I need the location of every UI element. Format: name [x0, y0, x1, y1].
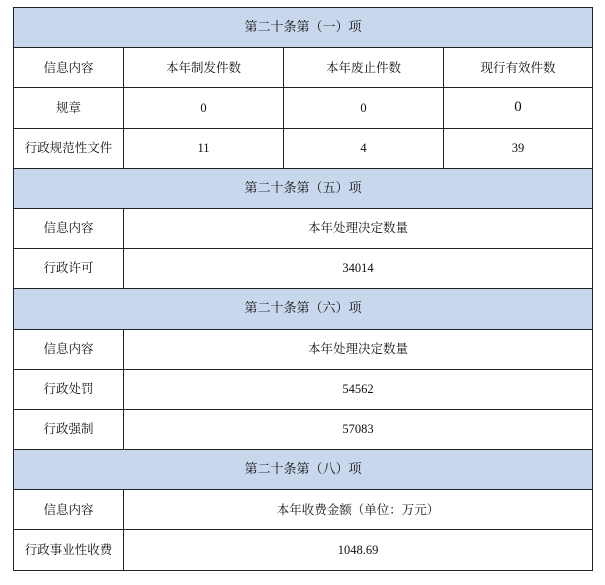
- row-label: 行政许可: [14, 249, 124, 289]
- table-row: [14, 88, 593, 128]
- column-header: 现行有效件数: [444, 48, 593, 88]
- column-header: 信息内容: [14, 490, 124, 530]
- column-header: 本年处理决定数量: [124, 208, 593, 248]
- table-row: [14, 249, 593, 289]
- row-label: 行政规范性文件: [14, 128, 124, 168]
- table-row: [14, 369, 593, 409]
- table-row: [14, 409, 593, 449]
- row-label: 行政强制: [14, 409, 124, 449]
- column-header: 信息内容: [14, 48, 124, 88]
- table-cell: 54562: [124, 369, 593, 409]
- table-cell: 1048.69: [124, 530, 593, 570]
- disclosure-table: [13, 7, 593, 571]
- section-title: 第二十条第（八）项: [14, 450, 593, 490]
- table-cell: 0: [284, 88, 444, 128]
- column-header-row: [14, 329, 593, 369]
- column-header: 本年处理决定数量: [124, 329, 593, 369]
- column-header-row: [14, 490, 593, 530]
- table-cell: 57083: [124, 409, 593, 449]
- column-header: 本年废止件数: [284, 48, 444, 88]
- section-title: 第二十条第（一）项: [14, 8, 593, 48]
- table-cell: 0: [124, 88, 284, 128]
- table-cell: 11: [124, 128, 284, 168]
- section-header-8: [14, 450, 593, 490]
- row-label: 行政事业性收费: [14, 530, 124, 570]
- table-cell: 34014: [124, 249, 593, 289]
- column-header-row: [14, 208, 593, 248]
- column-header-row: [14, 48, 593, 88]
- table-cell: 0: [444, 88, 593, 128]
- section-header-5: [14, 168, 593, 208]
- table-row: [14, 128, 593, 168]
- section-title: 第二十条第（六）项: [14, 289, 593, 329]
- section-header-6: [14, 289, 593, 329]
- column-header: 本年收费金额（单位：万元）: [124, 490, 593, 530]
- table-cell: 4: [284, 128, 444, 168]
- table-cell: 39: [444, 128, 593, 168]
- table-row: [14, 530, 593, 570]
- section-title: 第二十条第（五）项: [14, 168, 593, 208]
- column-header: 本年制发件数: [124, 48, 284, 88]
- row-label: 规章: [14, 88, 124, 128]
- section-header-1: [14, 8, 593, 48]
- column-header: 信息内容: [14, 208, 124, 248]
- row-label: 行政处罚: [14, 369, 124, 409]
- column-header: 信息内容: [14, 329, 124, 369]
